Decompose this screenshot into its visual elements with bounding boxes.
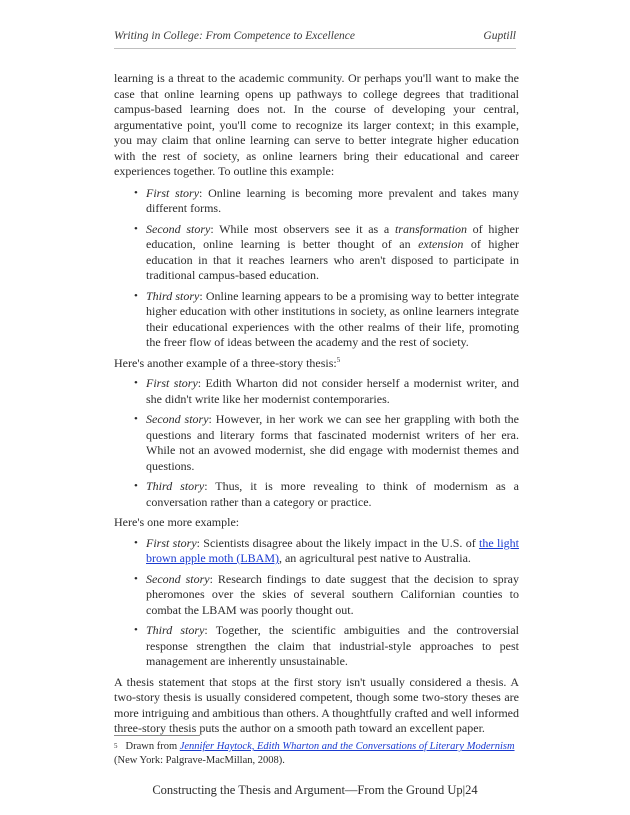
- story-text: of higher education in that it reaches learners who aren't disposed to participate in traditional campus-based education.: [146, 237, 519, 282]
- story-text: : Research findings to date suggest that the decision to spray pheromones over the skies of several southern Californian counties to combat the LBAM was poorly thought out.: [146, 571, 520, 617]
- footer-separator: |: [462, 783, 466, 797]
- story-text: : However, in her work we can see her grappling with both the questions and literary forms that fascinated modernist writers of her era. While not an avowed modernist, she did engage with modernist themes and questions.: [146, 412, 519, 473]
- story-label: Third story: [146, 479, 205, 493]
- story-label: Second story: [146, 412, 209, 426]
- lbam-link[interactable]: the light brown apple moth (LBAM): [146, 535, 519, 565]
- list-item: [146, 289, 519, 351]
- story-text: of higher education, online learning is better thought of an: [146, 221, 520, 251]
- running-header: [114, 30, 516, 49]
- list-item: [146, 376, 519, 407]
- footnote: [114, 740, 519, 767]
- footnote-divider: [114, 735, 200, 736]
- story-label: Second story: [146, 571, 210, 586]
- emphasis-transformation: transformation: [394, 221, 467, 236]
- story-text: : Edith Wharton did not consider herself a modernist writer, and she didn't write like her modernist contemporaries.: [146, 376, 519, 406]
- story-label: First story: [146, 185, 200, 200]
- footnote-suffix: (New York: Palgrave-MacMillan, 2008).: [114, 754, 285, 766]
- footer-chapter-title: Constructing the Thesis and Argument—From the Ground Up: [152, 783, 463, 797]
- another-example-text: Here's another example of a three-story thesis:: [114, 355, 337, 370]
- emphasis-extension: extension: [418, 237, 464, 251]
- list-item: [146, 186, 519, 217]
- story-label: First story: [146, 376, 198, 390]
- story-label: First story: [146, 535, 197, 550]
- intro-paragraph: learning is a threat to the academic community. Or perhaps you'll want to make the case that online learning opens up pathways to college degrees that traditional campus-based learning does not. In the course of developing your central, argumentative point, you'll come to recognize its larger context; in this example, you may claim that online learning can serve to better integrate higher education with the rest of society, as online learners bring their educational and career experiences together. To outline this example:: [114, 71, 519, 178]
- story-label: Second story: [146, 221, 211, 236]
- footnote-number: 5: [114, 742, 118, 750]
- book-title: Writing in College: From Competence to Excellence: [114, 30, 356, 42]
- list-item: [146, 412, 519, 474]
- list-item: [146, 623, 519, 670]
- footnote-prefix: Drawn from: [125, 741, 180, 752]
- footnote-source-link[interactable]: Jennifer Haytock, Edith Wharton and the Conversations of Literary Modernism: [179, 741, 515, 752]
- story-text: : Scientists disagree about the likely impact in the U.S. of: [196, 535, 480, 550]
- page-number: 24: [465, 783, 478, 797]
- author-name: Guptill: [483, 30, 516, 42]
- one-more-example-intro: Here's one more example:: [114, 515, 240, 529]
- list-item: [146, 536, 519, 567]
- another-example-intro: [114, 356, 519, 372]
- list-item: [146, 572, 519, 619]
- story-text: : Together, the scientific ambiguities and the controversial response strengthen the claim that industrial-style approaches to pest management are inherently unsustainable.: [146, 623, 519, 668]
- story-text: : Online learning appears to be a promising way to better integrate higher education with other institutions in society, as online learners integrate their educational experiences with the other realms of their life, promoting the freer flow of ideas between the academy and the rest of society.: [146, 288, 520, 349]
- story-text: : Online learning is becoming more prevalent and takes many different forms.: [146, 185, 519, 215]
- footnote-reference[interactable]: 5: [336, 355, 341, 364]
- page-footer: [0, 783, 630, 798]
- page-body: [114, 71, 519, 743]
- online-learning-story-list: [114, 186, 519, 351]
- story-text: : Thus, it is more revealing to think of modernism as a conversation rather than a category or practice.: [146, 479, 520, 509]
- closing-paragraph: A thesis statement that stops at the first story isn't usually considered a thesis. A two-story thesis is usually considered competent, though some two-story theses are more intriguing and ambitious than others. A thoughtfully crafted and well informed three-story thesis puts the author on a smooth path toward an excellent paper.: [114, 674, 519, 735]
- story-text: : While most observers see it as a: [210, 221, 395, 236]
- story-text: , an agricultural pest native to Australia.: [278, 551, 471, 565]
- list-item: [146, 222, 519, 284]
- story-label: Third story: [146, 288, 200, 303]
- wharton-story-list: [114, 376, 519, 510]
- list-item: [146, 479, 519, 510]
- lbam-story-list: [114, 536, 519, 670]
- story-label: Third story: [146, 623, 205, 637]
